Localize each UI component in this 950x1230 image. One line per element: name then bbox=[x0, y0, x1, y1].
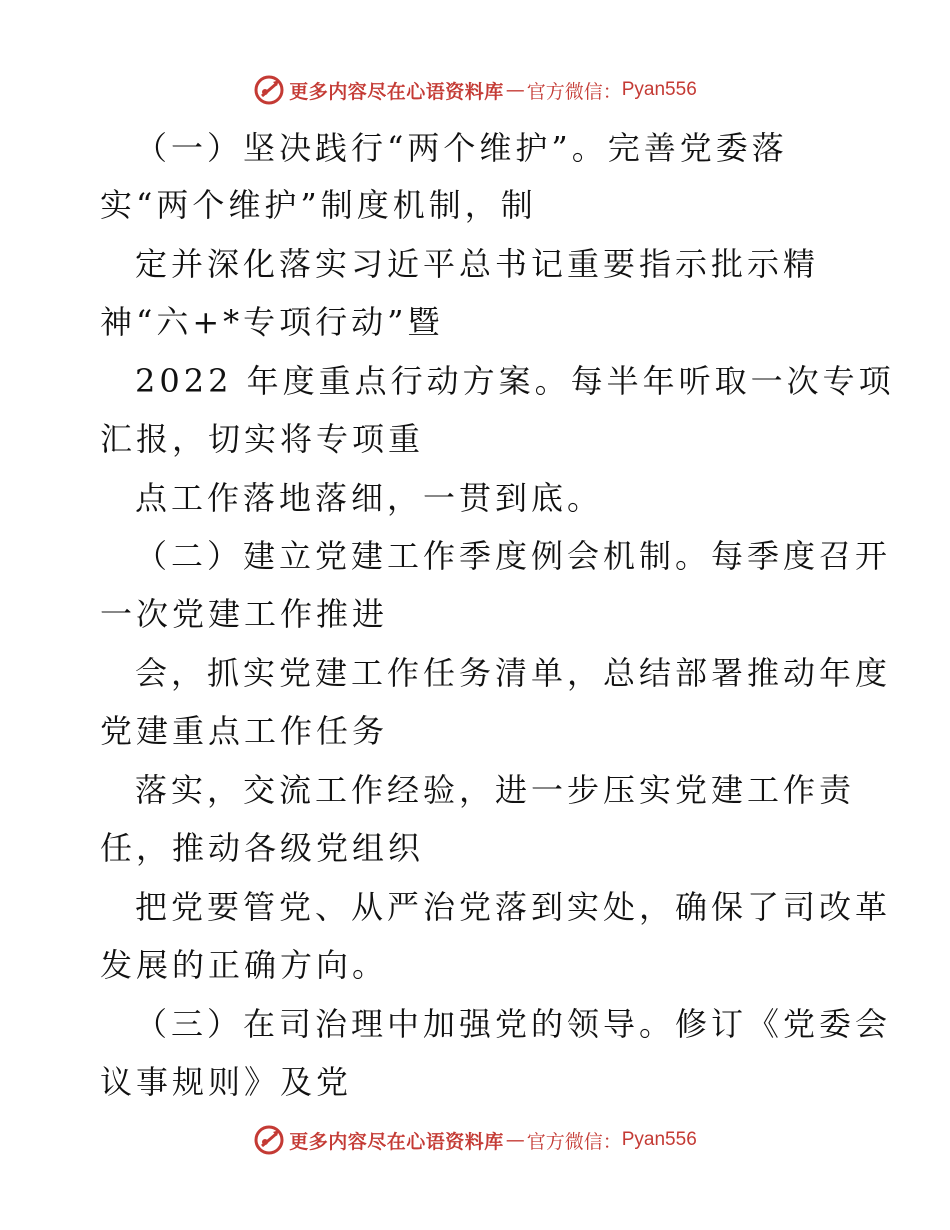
text-line: 发展的正确方向。 bbox=[100, 946, 389, 984]
banner-dash: — bbox=[505, 79, 525, 101]
banner-dash: — bbox=[505, 1129, 525, 1151]
footer-banner bbox=[0, 1123, 950, 1157]
header-banner bbox=[0, 73, 950, 107]
text-line: （三）在司治理中加强党的领导。修订《党委会 bbox=[135, 1005, 892, 1043]
text-line: 神“六+*专项行动”暨 bbox=[100, 303, 444, 341]
logo-icon bbox=[253, 74, 285, 106]
text-line: 任，推动各级党组织 bbox=[100, 829, 425, 867]
text-line: 一次党建工作推进 bbox=[100, 595, 389, 633]
text-line: 落实，交流工作经验，进一步压实党建工作责 bbox=[135, 771, 856, 809]
text-line: 把党要管党、从严治党落到实处，确保了司改革 bbox=[135, 888, 892, 926]
text-line: 汇报，切实将专项重 bbox=[100, 420, 425, 458]
banner-wechat-id: Pyan556 bbox=[621, 79, 697, 100]
logo-icon bbox=[253, 1124, 285, 1156]
text-line: 实“两个维护”制度机制，制 bbox=[100, 186, 537, 224]
text-line: 2022 年度重点行动方案。每半年听取一次专项 bbox=[135, 362, 895, 400]
text-line: 点工作落地落细，一贯到底。 bbox=[135, 479, 604, 517]
banner-title: 更多内容尽在心语资料库 bbox=[289, 80, 504, 103]
banner-wechat-id: Pyan556 bbox=[621, 1129, 697, 1150]
banner-title: 更多内容尽在心语资料库 bbox=[289, 1130, 504, 1153]
text-line: （一）坚决践行“两个维护”。完善党委落 bbox=[135, 129, 788, 167]
text-line: 会，抓实党建工作任务清单，总结部署推动年度 bbox=[135, 654, 892, 692]
text-line: 定并深化落实习近平总书记重要指示批示精 bbox=[135, 245, 820, 283]
banner-subtitle: 官方微信： bbox=[526, 80, 622, 103]
text-line: 议事规则》及党 bbox=[100, 1063, 353, 1101]
banner-subtitle: 官方微信： bbox=[526, 1130, 622, 1153]
text-line: （二）建立党建工作季度例会机制。每季度召开 bbox=[135, 537, 892, 575]
text-line: 党建重点工作任务 bbox=[100, 712, 389, 750]
